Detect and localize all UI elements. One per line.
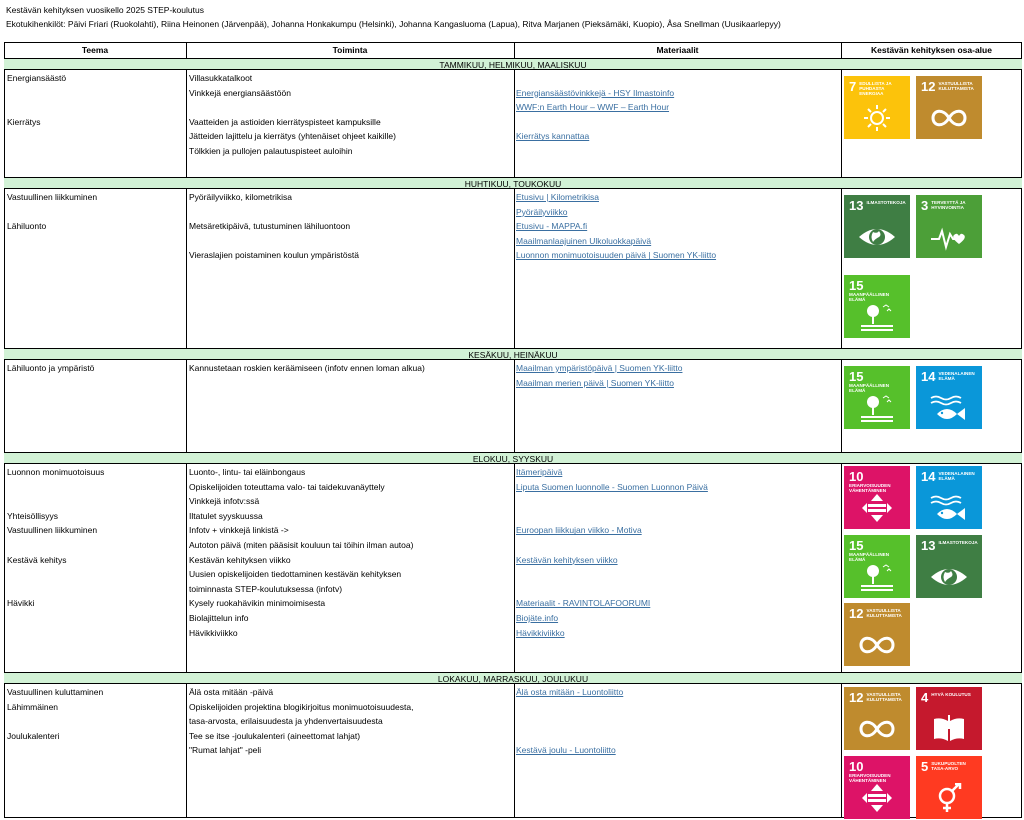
- column-header-teema: Teema: [81, 45, 109, 55]
- material-link[interactable]: Materiaalit - RAVINTOLAFOORUMI: [516, 598, 651, 609]
- sdg-goal-title: VEDENALAINEN ELÄMÄ: [938, 371, 975, 381]
- sdg-goal-title: VASTUULLISTA KULUTTAMISTA: [866, 608, 902, 618]
- sdg-goal-4-tile: [916, 687, 982, 750]
- period-header: LOKAKUU, MARRASKUU, JOULUKUU: [4, 672, 1022, 684]
- sdg-goal-title: VASTUULLISTA KULUTTAMISTA: [938, 81, 974, 91]
- teema-cell: Luonnon monimuotoisuus: [7, 467, 105, 477]
- sdg-goal-15-tile: [844, 535, 910, 598]
- sdg-goal-15-tile: [844, 366, 910, 429]
- sdg-goal-title: ILMASTOTEKOJA: [866, 200, 906, 205]
- teema-cell: Vastuullinen liikkuminen: [7, 192, 98, 202]
- sdg-goal-title: ILMASTOTEKOJA: [938, 540, 978, 545]
- column-header-materiaalit: Materiaalit: [656, 45, 699, 55]
- toiminta-cell: Uusien opiskelijoiden tiedottaminen kestävän kehityksen: [189, 569, 402, 580]
- column-header-toiminta: Toiminta: [332, 45, 368, 55]
- teema-cell: Yhteisöllisyys: [7, 510, 59, 521]
- toiminta-cell: Autoton päivä (miten pääsisit kouluun tai töihin ilman autoa): [189, 540, 414, 550]
- sdg-goal-title: VASTUULLISTA KULUTTAMISTA: [866, 692, 902, 702]
- material-link[interactable]: Luonnon monimuotoisuuden päivä | Suomen YK-liitto: [516, 250, 717, 261]
- sdg-goal-12-tile: [844, 687, 910, 750]
- sdg-goal-number: 15: [849, 278, 864, 293]
- sdg-goal-title: SUKUPUOLTEN TASA-ARVO: [931, 761, 966, 771]
- material-link[interactable]: WWF:n Earth Hour – WWF – Earth Hour: [516, 102, 670, 113]
- teema-cell: Joulukalenteri: [7, 730, 60, 741]
- toiminta-cell: Metsäretkipäivä, tutustuminen lähiluontoon: [189, 221, 351, 232]
- sdg-goal-13-tile: [844, 195, 910, 258]
- sdg-goal-number: 12: [849, 690, 864, 705]
- material-link[interactable]: Pyöräilyviikko: [516, 206, 568, 217]
- teema-cell: Lähiluonto: [7, 221, 47, 232]
- material-link[interactable]: Älä osta mitään - Luontoliitto: [516, 687, 624, 697]
- calendar-table: [4, 42, 1022, 818]
- material-link[interactable]: Hävikkiviikko: [516, 627, 565, 638]
- material-link[interactable]: Maailmanlaajuinen Ulkoluokkapäivä: [516, 235, 652, 246]
- sdg-goal-title: MAANPÄÄLLINEN ELÄMÄ: [849, 383, 890, 393]
- material-link[interactable]: Etusivu | Kilometrikisa: [516, 192, 599, 202]
- toiminta-cell: Pyöräilyviikko, kilometrikisa: [189, 192, 292, 202]
- period-header: HUHTIKUU, TOUKOKUU: [4, 177, 1022, 189]
- teema-cell: Hävikki: [7, 598, 35, 609]
- teema-cell: Vastuullinen kuluttaminen: [7, 687, 104, 697]
- sdg-goal-number: 13: [849, 198, 864, 213]
- material-link[interactable]: Euroopan liikkujan viikko - Motiva: [516, 525, 642, 536]
- sdg-goal-12-tile: [916, 76, 982, 139]
- toiminta-cell: Kestävän kehityksen viikko: [189, 554, 291, 565]
- toiminta-cell: Opiskelijoiden projektina blogikirjoitus monimuotoisuudesta,: [189, 701, 414, 712]
- toiminta-cell: Vinkkejä infotv:ssä: [189, 496, 260, 507]
- toiminta-cell: Iltatulet syyskuussa: [189, 510, 263, 521]
- sdg-goal-number: 14: [921, 469, 936, 484]
- sdg-goal-number: 15: [849, 369, 864, 384]
- sdg-goal-number: 12: [849, 606, 864, 621]
- sdg-goal-number: 12: [921, 79, 936, 94]
- sdg-goal-title: HYVÄ KOULUTUS: [931, 692, 971, 697]
- toiminta-cell: Infotv + vinkkejä linkistä ->: [189, 525, 289, 536]
- sdg-goal-14-tile: [916, 366, 982, 429]
- teema-cell: Lähimmäinen: [7, 701, 59, 712]
- sdg-goal-title: VEDENALAINEN ELÄMÄ: [938, 471, 975, 481]
- toiminta-cell: Kannustetaan roskien keräämiseen (infotv ennen loman alkua): [189, 363, 425, 373]
- toiminta-cell: tasa-arvosta, erilaisuudesta ja yhdenvertaisuudesta: [189, 716, 383, 727]
- toiminta-cell: Opiskelijoiden toteuttama valo- tai taidekuvanäyttely: [189, 481, 385, 492]
- material-link[interactable]: Kierrätys kannattaa: [516, 131, 590, 142]
- toiminta-cell: Tee se itse -joulukalenteri (aineettomat lahjat): [189, 730, 361, 741]
- sdg-goal-number: 3: [921, 198, 929, 213]
- sdg-goal-title: ERIARVOISUUDEN VÄHENTÄMINEN: [849, 483, 891, 493]
- material-link[interactable]: Biojäte.info: [516, 613, 559, 623]
- sdg-goal-title: MAANPÄÄLLINEN ELÄMÄ: [849, 292, 890, 302]
- material-link[interactable]: Itämeripäivä: [516, 467, 563, 477]
- sdg-goal-number: 10: [849, 469, 864, 484]
- sdg-goal-10-tile: [844, 466, 910, 529]
- toiminta-cell: toiminnasta STEP-koulutuksessa (infotv): [189, 583, 343, 594]
- toiminta-cell: Hävikkiviikko: [189, 627, 238, 638]
- document-header: [6, 3, 781, 31]
- sdg-goal-number: 15: [849, 538, 864, 553]
- toiminta-cell: Vaatteiden ja astioiden kierrätyspisteet kampuksille: [189, 116, 381, 127]
- toiminta-cell: Älä osta mitään -päivä: [189, 687, 274, 697]
- sdg-goal-number: 10: [849, 759, 864, 774]
- sdg-goal-3-tile: [916, 195, 982, 258]
- period-header: KESÄKUU, HEINÄKUU: [4, 348, 1022, 360]
- material-link[interactable]: Energiansäästövinkkejä - HSY Ilmastoinfo: [516, 87, 675, 98]
- material-link[interactable]: Kestävän kehityksen viikko: [516, 554, 618, 565]
- sdg-goal-15-tile: [844, 275, 910, 338]
- sdg-goal-number: 7: [849, 79, 857, 94]
- teema-cell: Kierrätys: [7, 116, 41, 127]
- teema-cell: Vastuullinen liikkuminen: [7, 525, 98, 536]
- material-link[interactable]: Liputa Suomen luonnolle - Suomen Luonnon Päivä: [516, 481, 708, 492]
- sdg-goal-number: 5: [921, 759, 929, 774]
- toiminta-cell: "Rumat lahjat" -peli: [189, 745, 262, 756]
- contact-persons: Ekotukihenkilöt: Päivi Friari (Ruokolahti), Riina Heinonen (Järvenpää), Johanna Honkakumpu (Helsinki), Johanna Kangasluoma (Lapua), Ritva Marjanen (Pieksämäki, Kuopio), Åsa Snellman (Uusikaarlepyy): [6, 19, 781, 29]
- toiminta-cell: Villasukkatalkoot: [189, 73, 253, 83]
- toiminta-cell: Vieraslajien poistaminen koulun ympäristöstä: [189, 250, 359, 261]
- sdg-goal-14-tile: [916, 466, 982, 529]
- sdg-goal-number: 14: [921, 369, 936, 384]
- sdg-goal-title: ERIARVOISUUDEN VÄHENTÄMINEN: [849, 773, 891, 783]
- sdg-goal-title: TERVEYTTÄ JA HYVINVOINTIA: [931, 200, 966, 210]
- document-title: Kestävän kehityksen vuosikello 2025 STEP-koulutus: [6, 5, 204, 15]
- sdg-goal-7-tile: [844, 76, 910, 139]
- material-link[interactable]: Kestävä joulu - Luontoliitto: [516, 745, 616, 756]
- material-link[interactable]: Etusivu - MAPPA.fi: [516, 221, 588, 232]
- toiminta-cell: Kysely ruokahävikin minimoimisesta: [189, 598, 326, 609]
- sdg-goal-5-tile: [916, 756, 982, 819]
- sdg-goal-number: 4: [921, 690, 929, 705]
- sdg-goal-10-tile: [844, 756, 910, 819]
- sdg-goal-12-tile: [844, 603, 910, 666]
- sdg-goal-title: EDULLISTA JA PUHDASTA ENERGIAA: [859, 81, 892, 96]
- teema-cell: Lähiluonto ja ympäristö: [7, 363, 95, 373]
- period-header: TAMMIKUU, HELMIKUU, MAALISKUU: [4, 58, 1022, 70]
- sdg-goal-13-tile: [916, 535, 982, 598]
- toiminta-cell: Jätteiden lajittelu ja kierrätys (yhtenäiset ohjeet kaikille): [189, 131, 396, 142]
- material-link[interactable]: Maailman ympäristöpäivä | Suomen YK-liitto: [516, 363, 683, 373]
- teema-cell: Kestävä kehitys: [7, 554, 67, 565]
- material-link[interactable]: Maailman merien päivä | Suomen YK-liitto: [516, 377, 674, 388]
- period-header: ELOKUU, SYYSKUU: [4, 452, 1022, 464]
- sdg-goal-number: 13: [921, 538, 936, 553]
- toiminta-cell: Vinkkejä energiansäästöön: [189, 87, 291, 98]
- teema-cell: Energiansäästö: [7, 73, 67, 83]
- column-header-osa-alue: Kestävän kehityksen osa-alue: [871, 45, 992, 55]
- toiminta-cell: Luonto-, lintu- tai eläinbongaus: [189, 467, 306, 477]
- toiminta-cell: Biolajittelun info: [189, 613, 249, 623]
- sdg-goal-title: MAANPÄÄLLINEN ELÄMÄ: [849, 552, 890, 562]
- toiminta-cell: Tölkkien ja pullojen palautuspisteet auloihin: [189, 146, 353, 156]
